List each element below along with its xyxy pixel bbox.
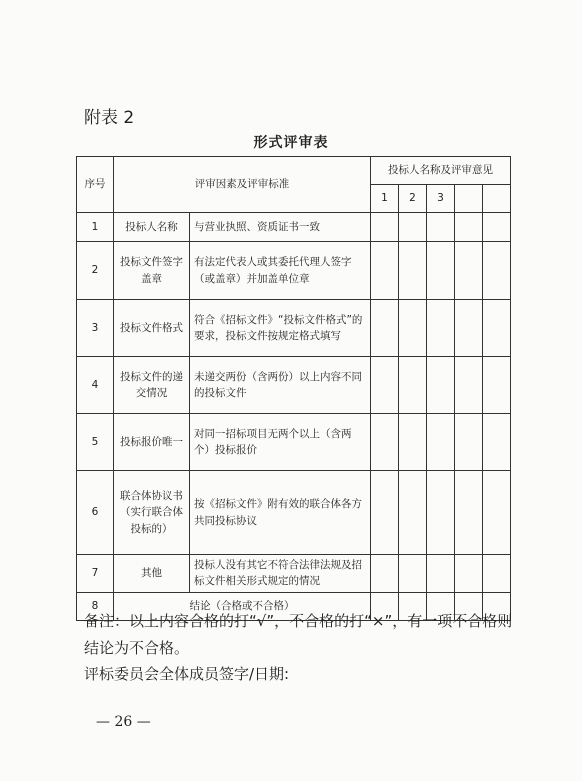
row-standard: 投标人没有其它不符合法律法规及招标文件相关形式规定的情况: [190, 555, 371, 593]
table-row: [77, 213, 511, 242]
opinion-cell[interactable]: [371, 471, 399, 555]
row-standard: 对同一招标项目无两个以上（含两个）投标报价: [190, 414, 371, 471]
opinion-cell[interactable]: [455, 471, 483, 555]
row-seq: 6: [77, 471, 114, 555]
bidder-col-4: [455, 185, 483, 213]
opinion-cell[interactable]: [483, 213, 511, 242]
opinion-cell[interactable]: [371, 300, 399, 357]
row-standard: 有法定代表人或其委托代理人签字（或盖章）并加盖单位章: [190, 242, 371, 300]
opinion-cell[interactable]: [455, 414, 483, 471]
row-seq: 1: [77, 213, 114, 242]
table-row: [77, 471, 511, 555]
row-seq: 7: [77, 555, 114, 593]
row-seq: 5: [77, 414, 114, 471]
opinion-cell[interactable]: [427, 414, 455, 471]
opinion-cell[interactable]: [483, 300, 511, 357]
table-row: [77, 555, 511, 593]
conclusion-seq: 8: [77, 592, 114, 620]
opinion-cell[interactable]: [427, 300, 455, 357]
review-table: [76, 156, 511, 621]
opinion-cell[interactable]: [427, 357, 455, 414]
bidder-col-2: 2: [399, 185, 427, 213]
row-seq: 3: [77, 300, 114, 357]
table-title: 形式评审表: [253, 135, 329, 151]
row-factor: 其他: [114, 555, 190, 593]
table-row: [77, 242, 511, 300]
signature-line: 评标委员会全体成员签字/日期:: [84, 665, 290, 683]
row-seq: 2: [77, 242, 114, 300]
opinion-cell[interactable]: [399, 242, 427, 300]
table-row: [77, 300, 511, 357]
opinion-cell[interactable]: [455, 357, 483, 414]
opinion-cell[interactable]: [483, 414, 511, 471]
opinion-cell[interactable]: [371, 242, 399, 300]
bidder-col-1: 1: [371, 185, 399, 213]
table-row: [77, 357, 511, 414]
row-factor: 投标人名称: [114, 213, 190, 242]
opinion-cell[interactable]: [455, 300, 483, 357]
row-factor: 投标文件格式: [114, 300, 190, 357]
opinion-cell[interactable]: [371, 213, 399, 242]
header-criteria: 评审因素及评审标准: [114, 157, 371, 213]
row-seq: 4: [77, 357, 114, 414]
opinion-cell[interactable]: [399, 471, 427, 555]
opinion-cell[interactable]: [483, 242, 511, 300]
row-standard: 未递交两份（含两份）以上内容不同的投标文件: [190, 357, 371, 414]
row-factor: 联合体协议书（实行联合体投标的）: [114, 471, 190, 555]
header-bidders: 投标人名称及评审意见: [371, 157, 511, 185]
opinion-cell[interactable]: [399, 213, 427, 242]
opinion-cell[interactable]: [371, 414, 399, 471]
opinion-cell[interactable]: [483, 555, 511, 593]
opinion-cell[interactable]: [455, 213, 483, 242]
conclusion-label: 结论（合格或不合格）: [114, 592, 371, 620]
row-factor: 投标报价唯一: [114, 414, 190, 471]
opinion-cell[interactable]: [399, 357, 427, 414]
row-factor: 投标文件的递交情况: [114, 357, 190, 414]
opinion-cell[interactable]: [371, 555, 399, 593]
opinion-cell[interactable]: [427, 555, 455, 593]
row-standard: 按《招标文件》附有效的联合体各方共同投标协议: [190, 471, 371, 555]
opinion-cell[interactable]: [427, 242, 455, 300]
opinion-cell[interactable]: [455, 242, 483, 300]
opinion-cell[interactable]: [483, 357, 511, 414]
opinion-cell[interactable]: [399, 300, 427, 357]
bidder-col-5: [483, 185, 511, 213]
opinion-cell[interactable]: [455, 555, 483, 593]
attachment-label: 附表 2: [84, 108, 135, 128]
page-number: — 26 —: [96, 714, 151, 730]
bidder-col-3: 3: [427, 185, 455, 213]
table-row: [77, 414, 511, 471]
header-seq: 序号: [77, 157, 114, 213]
opinion-cell[interactable]: [427, 213, 455, 242]
opinion-cell[interactable]: [371, 357, 399, 414]
opinion-cell[interactable]: [399, 414, 427, 471]
row-factor: 投标文件签字盖章: [114, 242, 190, 300]
opinion-cell[interactable]: [427, 471, 455, 555]
opinion-cell[interactable]: [483, 471, 511, 555]
row-standard: 与营业执照、资质证书一致: [190, 213, 371, 242]
row-standard: 符合《招标文件》“投标文件格式”的要求，投标文件按规定格式填写: [190, 300, 371, 357]
remark-note: 备注：以上内容合格的打“√”，不合格的打“×”，有一项不合格则结论为不合格。: [84, 612, 513, 657]
opinion-cell[interactable]: [399, 555, 427, 593]
